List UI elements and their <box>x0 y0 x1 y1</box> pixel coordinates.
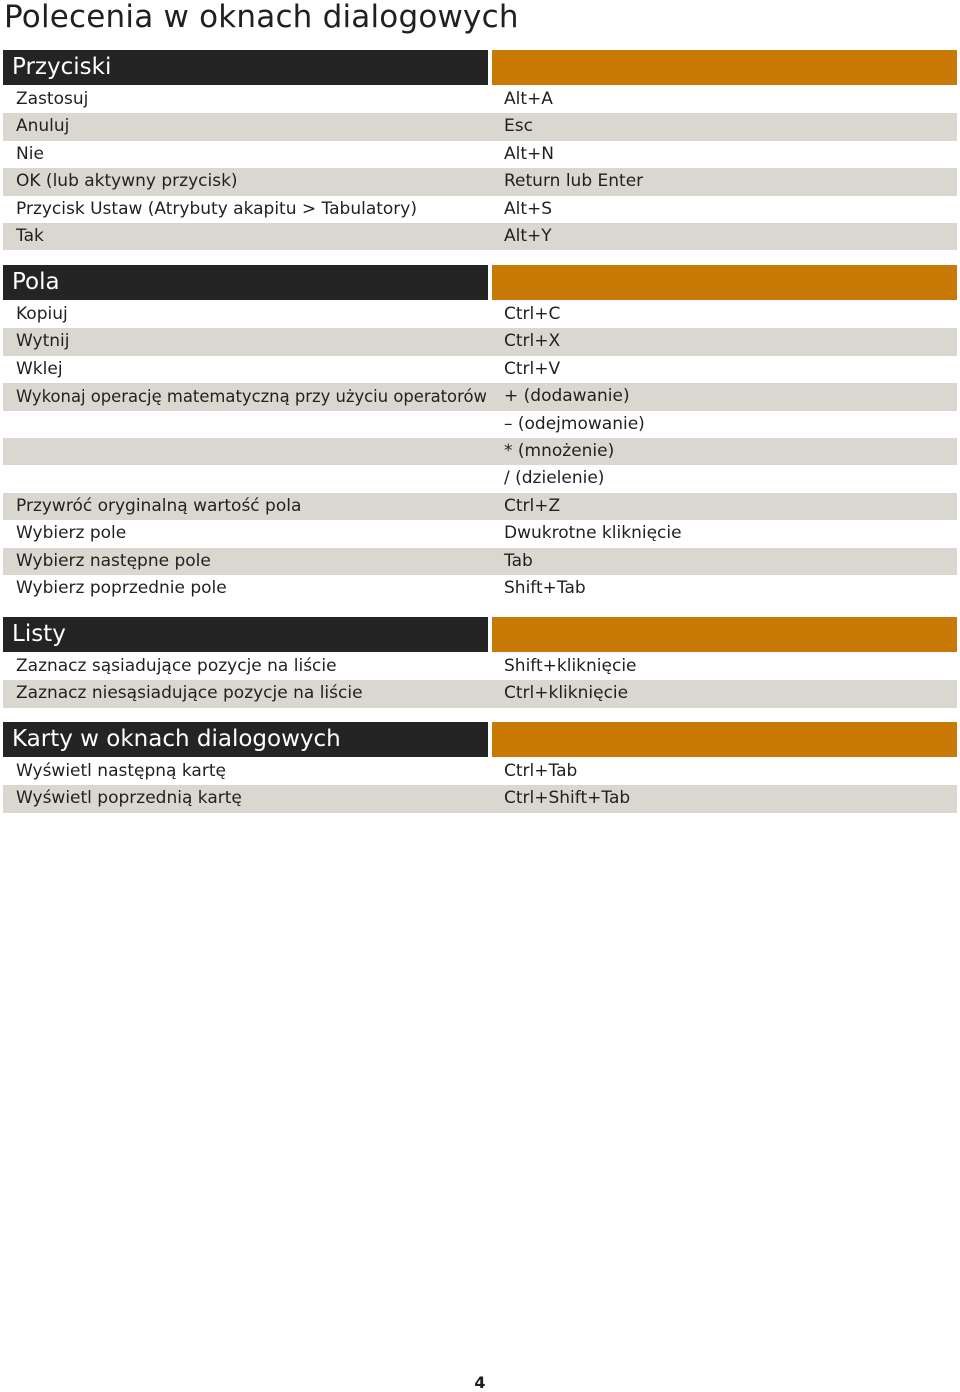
table-row <box>3 356 957 383</box>
table-row <box>3 223 957 250</box>
section-header <box>3 617 957 652</box>
command-label: Zaznacz niesąsiadujące pozycje na liście <box>16 683 363 704</box>
accent-bar <box>492 617 957 652</box>
command-label: Wyświetl następną kartę <box>16 761 226 781</box>
command-label: Nie <box>16 143 44 164</box>
accent-bar <box>492 265 957 300</box>
shortcut-value: Ctrl+Shift+Tab <box>504 788 631 809</box>
table-row <box>3 465 957 492</box>
command-label: Kopiuj <box>16 304 68 324</box>
shortcut-value: Alt+A <box>504 89 553 109</box>
table-row <box>3 493 957 520</box>
command-label: Wybierz następne pole <box>16 550 211 571</box>
accent-bar <box>492 50 957 85</box>
command-label: Wytnij <box>16 331 70 352</box>
table-row <box>3 785 957 812</box>
table-row <box>3 328 957 355</box>
shortcut-value: Alt+Y <box>504 225 552 246</box>
table-row <box>3 520 957 547</box>
table-row <box>3 438 957 465</box>
table-row <box>3 548 957 575</box>
command-label: Anuluj <box>16 116 70 137</box>
section-pola <box>3 265 957 602</box>
command-label: Zaznacz sąsiadujące pozycje na liście <box>16 656 337 676</box>
section-title: Karty w oknach dialogowych <box>3 722 488 757</box>
shortcut-value: Return lub Enter <box>504 171 644 192</box>
accent-bar <box>492 722 957 757</box>
shortcut-value: Shift+Tab <box>504 577 586 598</box>
shortcut-value: Ctrl+X <box>504 331 561 352</box>
shortcut-value: * (mnożenie) <box>504 440 615 461</box>
command-label <box>3 411 504 438</box>
shortcut-value: – (odejmowanie) <box>504 413 645 434</box>
table-row <box>3 196 957 223</box>
command-label: Zastosuj <box>16 89 89 109</box>
shortcut-value: Alt+N <box>504 143 554 164</box>
command-label: Wyświetl poprzednią kartę <box>16 788 242 809</box>
command-label: OK (lub aktywny przycisk) <box>16 171 238 192</box>
page-title: Polecenia w oknach dialogowych <box>4 0 519 35</box>
shortcut-value: Alt+S <box>504 198 553 219</box>
section-title: Przyciski <box>3 50 488 85</box>
page-number: 4 <box>474 1373 486 1392</box>
table-row <box>3 168 957 195</box>
command-label <box>3 465 504 492</box>
table-row <box>3 575 957 602</box>
command-label: Przycisk Ustaw (Atrybuty akapitu > Tabulatory) <box>16 198 417 219</box>
shortcut-value: Dwukrotne kliknięcie <box>504 523 682 544</box>
table-row <box>3 383 957 410</box>
command-label: Wklej <box>16 358 63 379</box>
table-row <box>3 301 957 328</box>
command-label: Przywróć oryginalną wartość pola <box>16 495 302 516</box>
shortcut-value: / (dzielenie) <box>504 468 605 489</box>
section-listy <box>3 617 957 708</box>
shortcut-value: Ctrl+Tab <box>504 761 578 781</box>
command-label: Tak <box>16 225 44 246</box>
command-label: Wybierz pole <box>16 523 127 544</box>
section-title: Listy <box>3 617 488 652</box>
table-row <box>3 113 957 140</box>
shortcut-value: Ctrl+V <box>504 358 561 379</box>
command-label <box>3 438 504 465</box>
table-row <box>3 653 957 680</box>
shortcut-value: Ctrl+Z <box>504 495 561 516</box>
shortcut-value: Shift+kliknięcie <box>504 656 637 676</box>
shortcut-value: Ctrl+C <box>504 304 561 324</box>
table-row <box>3 758 957 785</box>
shortcut-value: Ctrl+kliknięcie <box>504 683 629 704</box>
table-row <box>3 411 957 438</box>
section-header <box>3 265 957 300</box>
section-header <box>3 50 957 85</box>
shortcut-value: + (dodawanie) <box>504 386 630 407</box>
command-label: Wybierz poprzednie pole <box>16 577 227 598</box>
section-header <box>3 722 957 757</box>
section-przyciski <box>3 50 957 250</box>
table-row <box>3 141 957 168</box>
table-row <box>3 86 957 113</box>
section-karty <box>3 722 957 813</box>
table-row <box>3 680 957 707</box>
shortcut-value: Esc <box>504 116 533 137</box>
section-title: Pola <box>3 265 488 300</box>
shortcut-value: Tab <box>504 550 533 571</box>
command-label: Wykonaj operację matematyczną przy użyciu operatorów <box>16 387 487 407</box>
